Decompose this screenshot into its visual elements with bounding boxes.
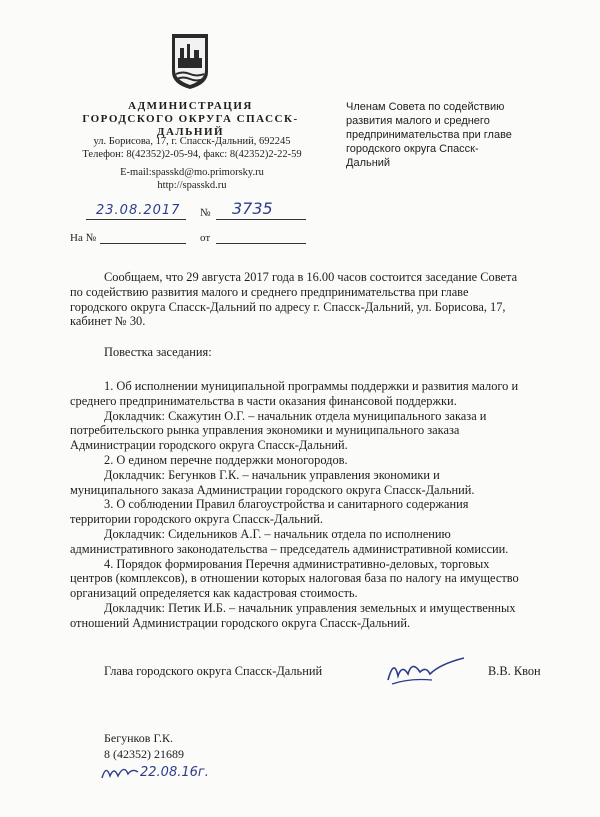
org-email: E-mail:spasskd@mo.primorsky.ru bbox=[120, 167, 264, 178]
agenda-item-line: 4. Порядок формирования Перечня административно-деловых, торговых bbox=[104, 556, 490, 571]
body-line: по содействию развития малого и среднего предпринимательства при главе bbox=[70, 284, 469, 299]
on-no-underline bbox=[100, 231, 186, 244]
recipient-line: развития малого и среднего bbox=[346, 115, 490, 127]
agenda-speaker-line: Докладчик: Сидельников А.Г. – начальник отдела по исполнению bbox=[104, 526, 451, 541]
reg-date-handwritten: 23.08.2017 bbox=[96, 203, 181, 218]
recipient-line: предпринимательства при главе bbox=[346, 129, 512, 141]
executor-phone: 8 (42352) 21689 bbox=[104, 747, 184, 761]
agenda-speaker-line: Докладчик: Бегунков Г.К. – начальник управления экономики и bbox=[104, 467, 440, 482]
agenda-speaker-line: Докладчик: Петик И.Б. – начальник управления земельных и имущественных bbox=[104, 600, 516, 615]
org-address: ул. Борисова, 17, г. Спасск-Дальний, 692245 bbox=[93, 136, 291, 147]
agenda-speaker-line: Администрации городского округа Спасск-Дальний. bbox=[70, 438, 348, 453]
org-name-line1: АДМИНИСТРАЦИЯ bbox=[128, 100, 253, 112]
on-no-label: На № bbox=[70, 232, 97, 244]
agenda-speaker-line: муниципального заказа Администрации городского округа Спасск-Дальний. bbox=[70, 482, 475, 497]
intro-paragraph bbox=[70, 270, 554, 329]
agenda-item-line: центров (комплексов), в отношении которых налоговая база по налогу на имущество bbox=[70, 571, 519, 586]
recipient-line: Дальний bbox=[346, 157, 391, 169]
from-underline bbox=[216, 231, 306, 244]
recipient-line: городского округа Спасск- bbox=[346, 143, 479, 155]
from-label: от bbox=[200, 232, 211, 244]
agenda-speaker-line: потребительского рынка управления экономики и муниципального заказа bbox=[70, 423, 460, 438]
org-phone: Телефон: 8(42352)2-05-94, факс: 8(42352)2-22-59 bbox=[82, 149, 302, 160]
agenda-speaker-line: отношений Администрации городского округа Спасск-Дальний. bbox=[70, 615, 411, 630]
reg-number-handwritten: 3735 bbox=[232, 199, 273, 218]
signer-position: Глава городского округа Спасск-Дальний bbox=[104, 664, 323, 678]
agenda-title: Повестка заседания: bbox=[104, 345, 212, 359]
agenda-item-line: 3. О соблюдении Правил благоустройства и санитарного содержания bbox=[104, 497, 469, 512]
agenda-speaker-line: Докладчик: Скажутин О.Г. – начальник отдела муниципального заказа и bbox=[104, 408, 487, 423]
handwritten-signature-icon bbox=[380, 650, 470, 690]
recipient-line: Членам Совета по содействию bbox=[346, 101, 505, 113]
agenda-item-line: организаций определяется как кадастровая стоимость. bbox=[70, 586, 358, 601]
signer-name: В.В. Квон bbox=[488, 664, 541, 678]
agenda-speaker-line: административного законодательства – председатель административной комиссии. bbox=[70, 541, 509, 556]
body-line: Сообщаем, что 29 августа 2017 года в 16.00 часов состоится заседание Совета bbox=[104, 270, 518, 284]
agenda-item-line: 1. Об исполнении муниципальной программы поддержки и развития малого и bbox=[104, 379, 519, 393]
agenda-item-line: среднего предпринимательства в части оказания финансовой поддержки. bbox=[70, 393, 457, 408]
agenda-item-line: территории городского округа Спасск-Дальний. bbox=[70, 512, 323, 527]
handwritten-date-note: 22.08.16г. bbox=[140, 765, 209, 780]
city-coat-of-arms-icon bbox=[170, 32, 210, 90]
reg-number-label: № bbox=[200, 207, 211, 219]
org-name-line2: ГОРОДСКОГО ОКРУГА СПАССК-ДАЛЬНИЙ bbox=[82, 113, 299, 138]
agenda-item-line: 2. О едином перечне поддержки моногородов. bbox=[104, 452, 348, 467]
body-line: кабинет № 30. bbox=[70, 314, 146, 329]
agenda-heading bbox=[70, 345, 554, 360]
recipient-block bbox=[346, 100, 566, 170]
org-website: http://spasskd.ru bbox=[157, 180, 227, 191]
agenda-list bbox=[70, 379, 554, 631]
initials-scribble-icon bbox=[98, 760, 142, 784]
body-line: городского округа Спасск-Дальний по адресу г. Спасск-Дальний, ул. Борисова, 17, bbox=[70, 299, 506, 314]
executor-name: Бегунков Г.К. bbox=[104, 731, 174, 745]
